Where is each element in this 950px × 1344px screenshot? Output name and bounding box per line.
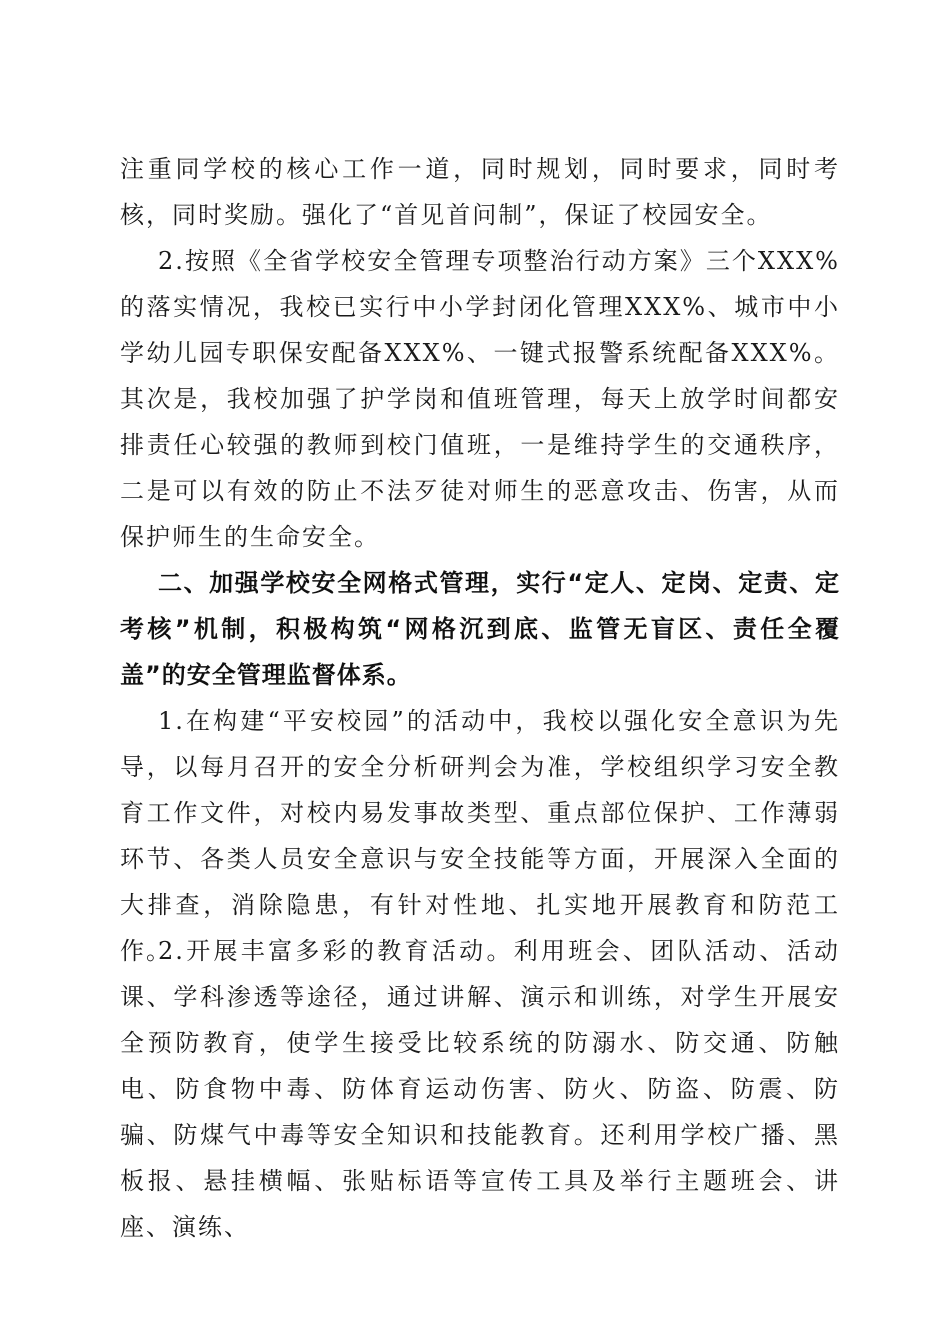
paragraph-continuation: 注重同学校的核心工作一道，同时规划，同时要求，同时考核，同时奖励。强化了“首见首问制”，保证了校园安全。: [120, 155, 840, 229]
paragraph-item-2-education-activities: 2.开展丰富多彩的教育活动。利用班会、团队活动、活动课、学科渗透等途径，通过讲解、演示和训练，对学生开展安全预防教育，使学生接受比较系统的防溺水、防交通、防触电、防食物中毒、防体育运动伤害、防火、防盗、防震、防骗、防煤气中毒等安全知识和技能教育。还利用学校广播、黑板报、悬挂横幅、张贴标语等宣传工具及举行主题班会、讲座、演练、: [120, 937, 840, 1241]
paragraph-item-1-safe-campus: 1.在构建“平安校园”的活动中，我校以强化安全意识为先导，以每月召开的安全分析研判会为准，学校组织学习安全教育工作文件，对校内易发事故类型、重点部位保护、工作薄弱环节、各类人员安全意识与安全技能等方面，开展深入全面的大排查，消除隐患，有针对性地、扎实地开展教育和防范工作。: [120, 707, 840, 965]
paragraph-item-2-safety-plan: 2.按照《全省学校安全管理专项整治行动方案》三个XXX%的落实情况，我校已实行中小学封闭化管理XXX%、城市中小学幼儿园专职保安配备XXX%、一键式报警系统配备XXX%。其次是，我校加强了护学岗和值班管理，每天上放学时间都安排责任心较强的教师到校门值班，一是维持学生的交通秩序，二是可以有效的防止不法歹徒对师生的恶意攻击、伤害，从而保护师生的生命安全。: [120, 247, 840, 551]
section-heading-two: 二、加强学校安全网格式管理，实行“定人、定岗、定责、定考核”机制，积极构筑“网格沉到底、监管无盲区、责任全覆盖”的安全管理监督体系。: [120, 569, 840, 689]
